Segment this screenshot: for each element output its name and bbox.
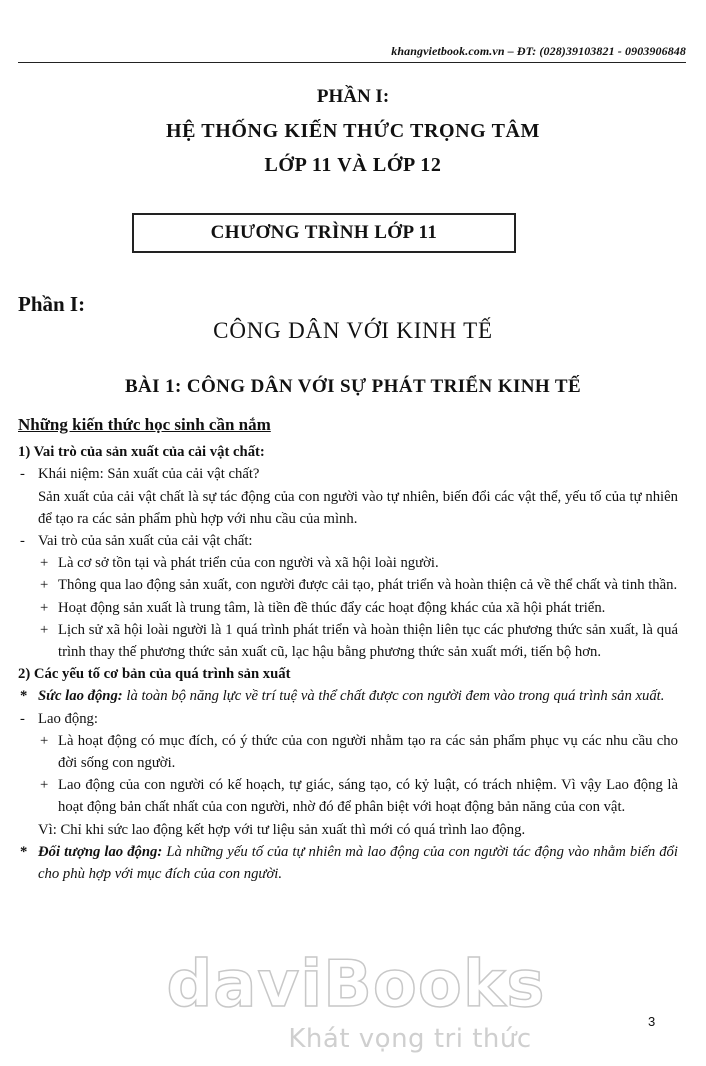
labor-note: Vì: Chỉ khi sức lao động kết hợp với tư liệu sản xuất thì mới có quá trình lao động. bbox=[38, 821, 526, 838]
page-header-contact: khangvietbook.com.vn – ĐT: (028)39103821 - 0903906848 bbox=[391, 44, 686, 58]
section-label: Phần I: bbox=[18, 292, 86, 316]
subsection-heading-1: 1) Vai trò của sản xuất của cải vật chất: bbox=[18, 444, 265, 461]
labor-object-definition bbox=[18, 841, 678, 885]
role-item: + Hoạt động sản xuất là trung tâm, là tiền đề thúc đẩy các hoạt động khác của xã hội phát triển. bbox=[18, 597, 678, 619]
part-label: PHẦN I: bbox=[316, 86, 390, 107]
concept-definition: Sản xuất của cải vật chất là sự tác động của con người vào tự nhiên, biến đổi các vật thể, yếu tố của tự nhiên để tạo ra các sản phẩm phù hợp với nhu cầu của mình. bbox=[38, 488, 678, 527]
labor-power-term: Sức lao động: bbox=[38, 688, 123, 705]
role-item: + Lịch sử xã hội loài người là 1 quá trình phát triển và hoàn thiện liên tục các phương thức sản xuất, là quá trình thay thế phương thức sản xuất cũ, lạc hậu bằng phương thức sản xuất mới, tiến bộ hơn. bbox=[18, 619, 678, 663]
main-title-line-1: HỆ THỐNG KIẾN THỨC TRỌNG TÂM bbox=[165, 120, 541, 142]
labor-item: + Là hoạt động có mục đích, có ý thức của con người nhằm tạo ra các sản phẩm phục vụ các nhu cầu cho đời sống con người. bbox=[18, 730, 678, 774]
role-intro: - Vai trò của sản xuất của cải vật chất: bbox=[18, 530, 678, 552]
header-divider bbox=[18, 62, 686, 63]
publisher-watermark-tagline: Khát vọng tri thức bbox=[288, 1024, 532, 1054]
labor-object-text: Là những yếu tố của tự nhiên mà lao động của con người tác động vào nhằm biến đổi cho phù hợp với mục đích của con người. bbox=[38, 843, 678, 883]
labor-intro: - Lao động: bbox=[18, 708, 678, 730]
concept-question: - Khái niệm: Sản xuất của cải vật chất? bbox=[18, 463, 678, 485]
section-title: CÔNG DÂN VỚI KINH TẾ bbox=[213, 318, 493, 343]
role-item: + Thông qua lao động sản xuất, con người được cải tạo, phát triển và hoàn thiện cả về thể chất và tinh thần. bbox=[18, 574, 678, 596]
labor-power-definition bbox=[18, 685, 678, 707]
lesson-title: BÀI 1: CÔNG DÂN VỚI SỰ PHÁT TRIỂN KINH TẾ bbox=[124, 376, 582, 397]
subsection-heading-2: 2) Các yếu tố cơ bản của quá trình sản xuất bbox=[18, 666, 291, 683]
main-title bbox=[0, 114, 706, 182]
labor-object-term: Đối tượng lao động: bbox=[38, 843, 163, 860]
chapter-title-box: CHƯƠNG TRÌNH LỚP 11 bbox=[132, 213, 516, 253]
labor-item: + Lao động của con người có kế hoạch, tự giác, sáng tạo, có kỷ luật, có trách nhiệm. Vì vậy Lao động là hoạt động bản chất nhất của con người, nhờ đó để phân biệt với hoạt động bản năng của con vật. bbox=[18, 774, 678, 818]
main-title-line-2: LỚP 11 VÀ LỚP 12 bbox=[264, 154, 442, 176]
lesson-content bbox=[18, 414, 678, 885]
publisher-watermark-logo: daviBooks bbox=[166, 948, 546, 1022]
knowledge-heading: Những kiến thức học sinh cần nắm bbox=[18, 415, 271, 434]
role-item: + Là cơ sở tồn tại và phát triển của con người và xã hội loài người. bbox=[18, 552, 678, 574]
page-number: 3 bbox=[648, 1014, 656, 1029]
labor-power-text: là toàn bộ năng lực về trí tuệ và thể chất được con người đem vào trong quá trình sản xuất. bbox=[122, 688, 665, 705]
